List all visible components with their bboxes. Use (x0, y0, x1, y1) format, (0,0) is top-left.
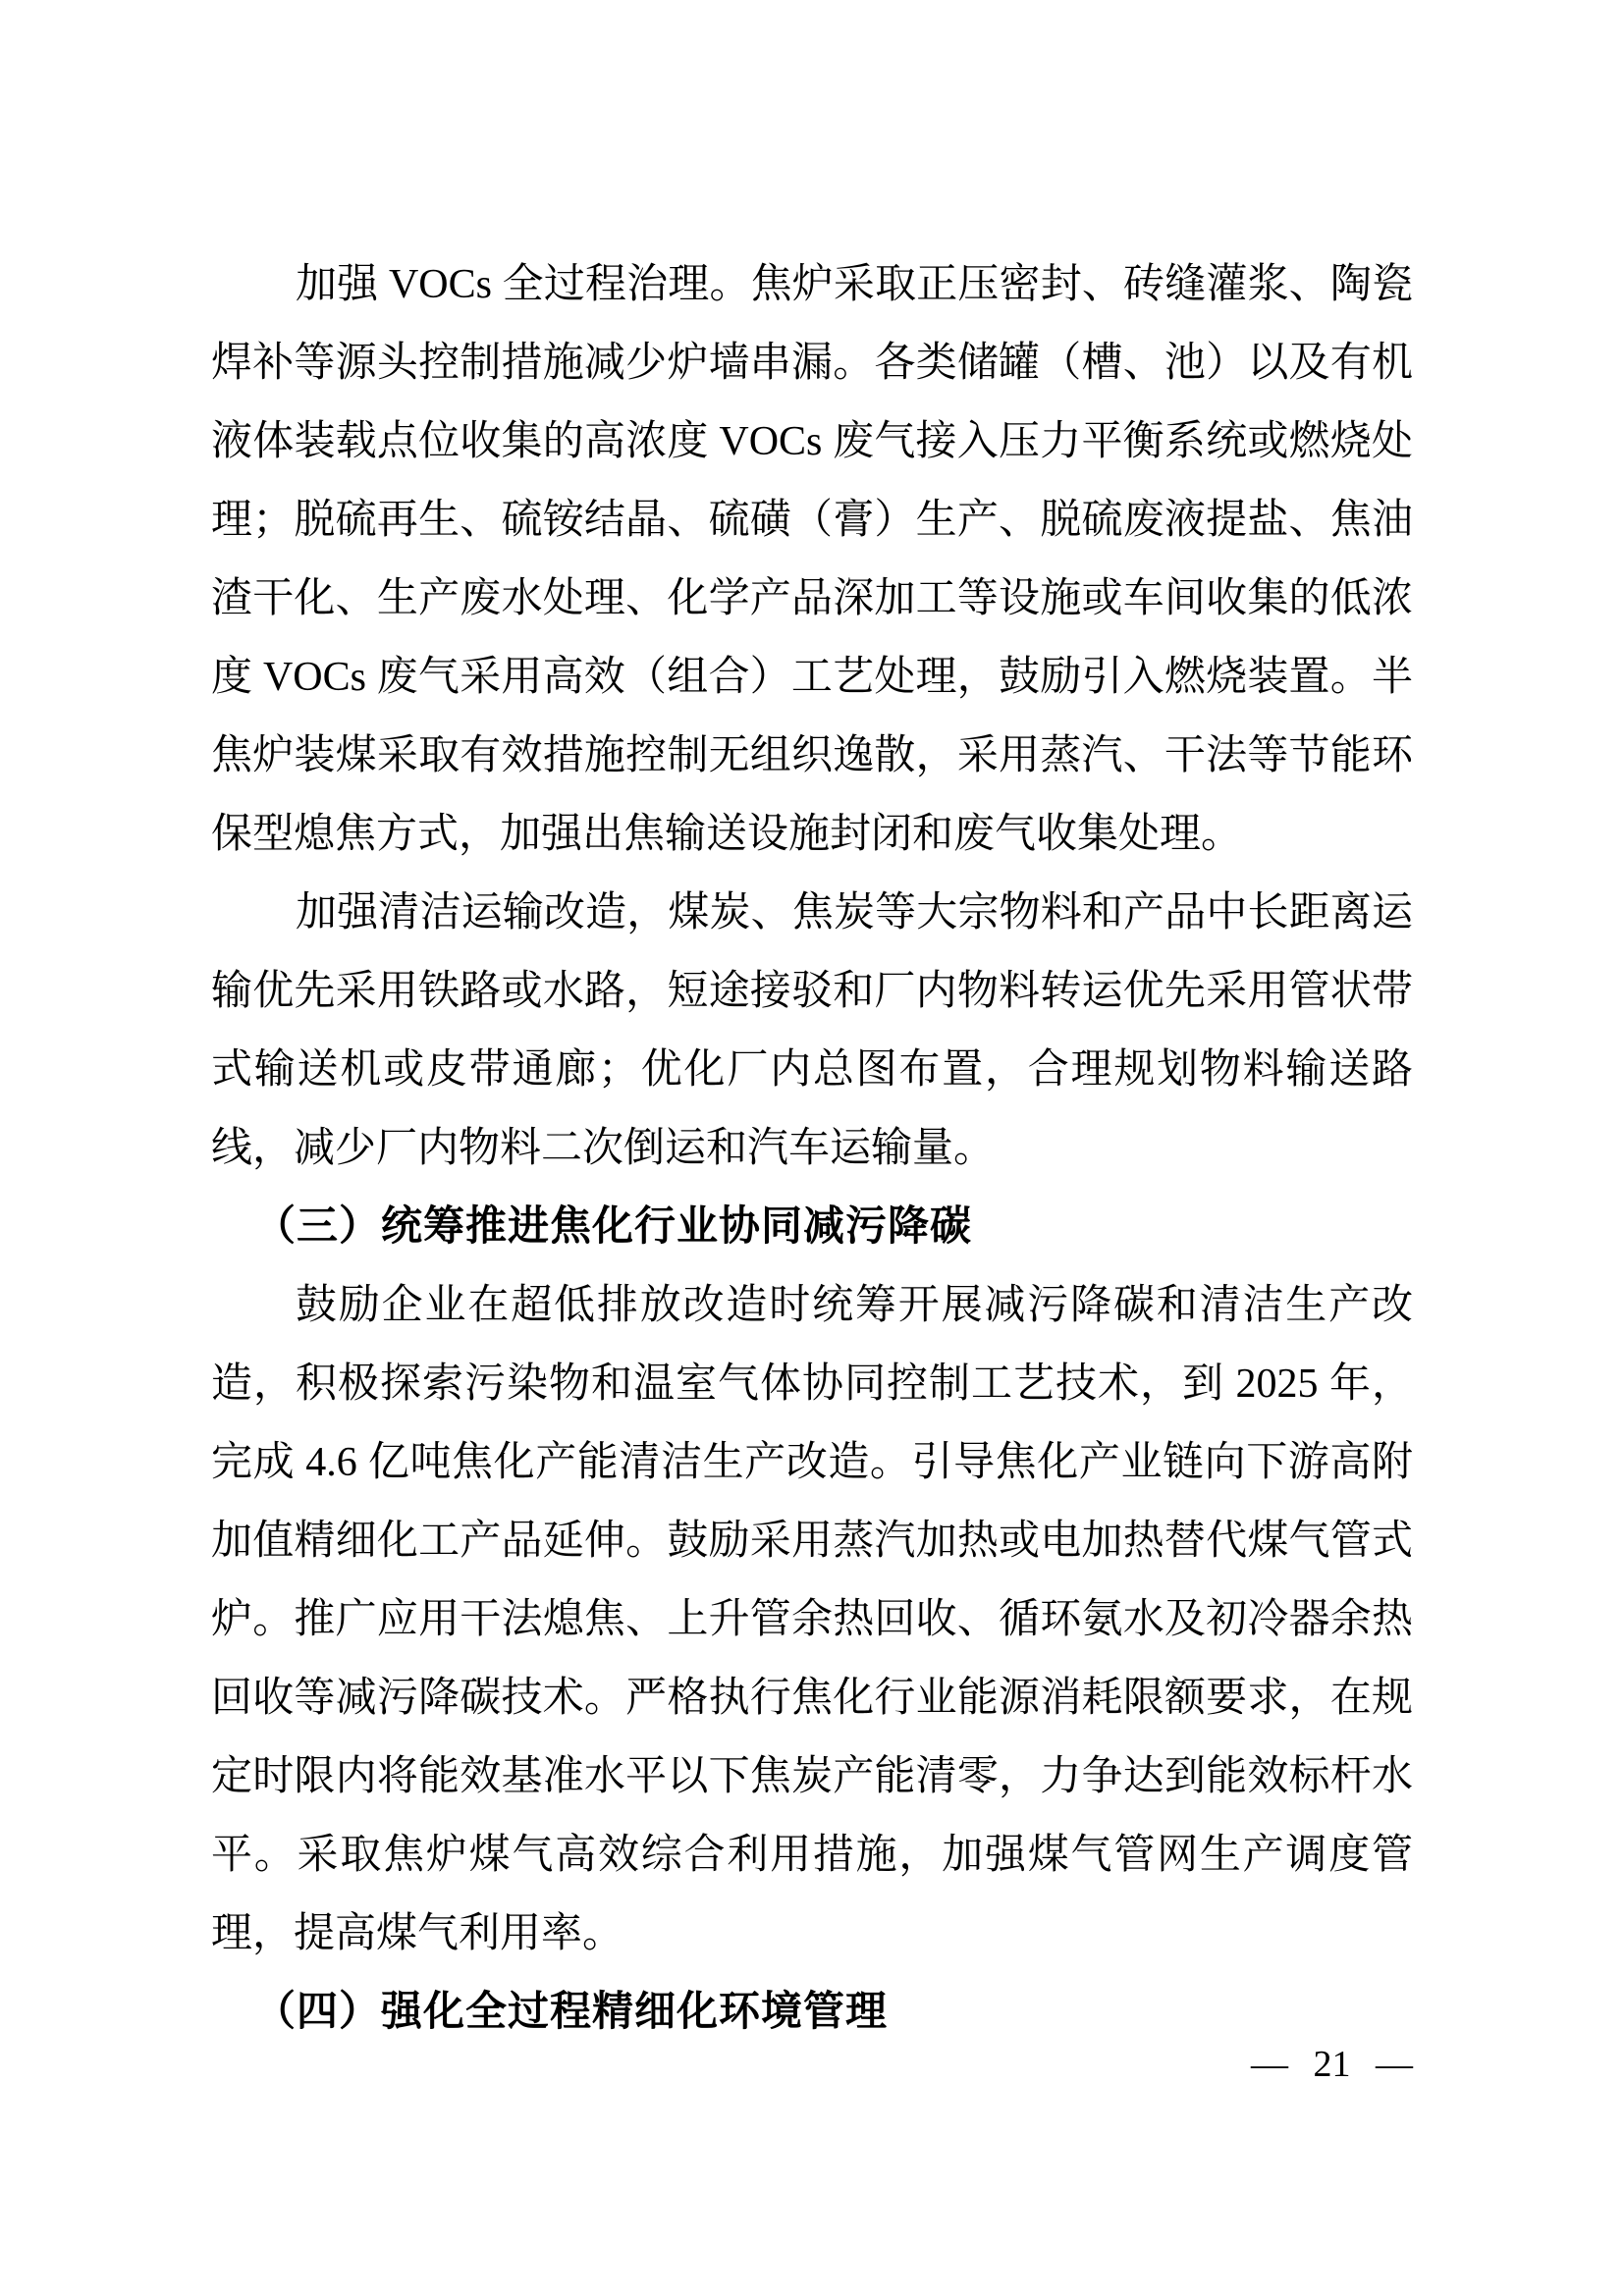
section-heading-4: （四）强化全过程精细化环境管理 (254, 1990, 889, 2035)
paragraph-clean-transport: 加强清洁运输改造，煤炭、焦炭等大宗物料和产品中长距离运输优先采用铁路或水路，短途接驳和厂内物料转运优先采用管状带式输送机或皮带通廊；优化厂内总图布置，合理规划物料输送路线，减少厂内物料二次倒运和汽车运输量。 (211, 890, 1413, 1171)
section-heading-3: （三）统筹推进焦化行业协同减污降碳 (254, 1204, 973, 1250)
document-body (211, 245, 1413, 2052)
paragraph-vocs-treatment: 加强 VOCs 全过程治理。焦炉采取正压密封、砖缝灌浆、陶瓷焊补等源头控制措施减少炉墙串漏。各类储罐（槽、池）以及有机液体装载点位收集的高浓度 VOCs 废气接入压力平衡系统或燃烧处理；脱硫再生、硫铵结晶、硫磺（膏）生产、脱硫废液提盐、焦油渣干化、生产废水处理、化学产品深加工等设施或车间收集的低浓度 VOCs 废气采用高效（组合）工艺处理，鼓励引入燃烧装置。半焦炉装煤采取有效措施控制无组织逸散，采用蒸汽、干法等节能环保型熄焦方式，加强出焦输送设施封闭和废气收集处理。 (211, 262, 1413, 857)
paragraph-pollution-carbon-reduction: 鼓励企业在超低排放改造时统筹开展减污降碳和清洁生产改造，积极探索污染物和温室气体协同控制工艺技术，到 2025 年，完成 4.6 亿吨焦化产能清洁生产改造。引导焦化产业链向下游高附加值精细化工产品延伸。鼓励采用蒸汽加热或电加热替代煤气管式炉。推广应用干法熄焦、上升管余热回收、循环氨水及初冷器余热回收等减污降碳技术。严格执行焦化行业能源消耗限额要求，在规定时限内将能效基准水平以下焦炭产能清零，力争达到能效标杆水平。采取焦炉煤气高效综合利用措施，加强煤气管网生产调度管理，提高煤气利用率。 (211, 1283, 1413, 1956)
page-number: — 21 — (1251, 2044, 1413, 2085)
